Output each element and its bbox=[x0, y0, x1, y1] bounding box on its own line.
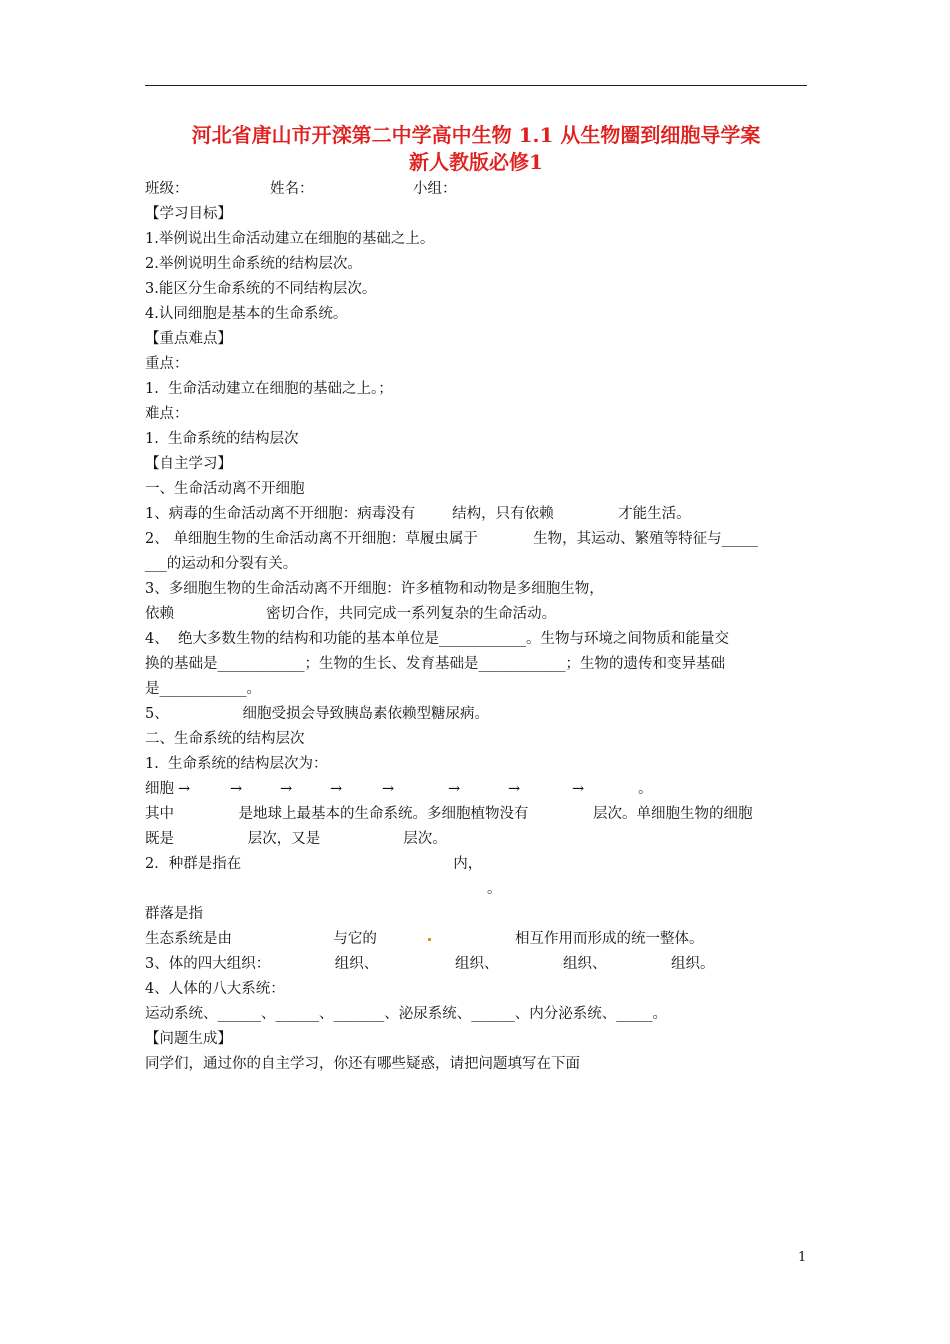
section-1-heading: 一、生命活动离不开细胞 bbox=[145, 481, 305, 497]
key-points-heading: 【重点难点】 bbox=[145, 331, 232, 347]
population-definition: 2．种群是指在 内， bbox=[145, 856, 483, 872]
difficult-label: 难点： bbox=[145, 406, 189, 422]
group-label: 小组： bbox=[413, 181, 457, 197]
community-definition: 群落是指 bbox=[145, 906, 203, 922]
population-end: 。 bbox=[487, 881, 502, 897]
question-3-line-1: 3、多细胞生物的生命活动离不开细胞：许多植物和动物是多细胞生物， bbox=[145, 581, 604, 597]
objective-item: 1.举例说出生命活动建立在细胞的基础之上。 bbox=[145, 231, 435, 247]
header-rule bbox=[145, 85, 807, 86]
systems-list: 运动系统、______、______、_______、泌尿系统、______、内分泌系统、_____。 bbox=[145, 1006, 667, 1022]
arrow-icon: → bbox=[572, 781, 585, 797]
arrow-icon: → bbox=[508, 781, 521, 797]
question-gen-text: 同学们，通过你的自主学习，你还有哪些疑惑，请把问题填写在下面 bbox=[145, 1056, 580, 1072]
arrow-icon: → bbox=[230, 781, 243, 797]
arrow-icon: → bbox=[382, 781, 395, 797]
arrow-icon: → bbox=[330, 781, 343, 797]
hierarchy-line-a: 其中 是地球上最基本的生命系统。多细胞植物没有 层次。单细胞生物的细胞 bbox=[145, 806, 753, 822]
arrow-icon: → bbox=[280, 781, 293, 797]
key-item: 1. 生命活动建立在细胞的基础之上。； bbox=[145, 381, 393, 397]
systems-label: 4、人体的八大系统： bbox=[145, 981, 285, 997]
arrow-icon: → bbox=[178, 781, 191, 797]
question-4-line-2: 换的基础是____________；生物的生长、发育基础是____________；生物的遗传和变异基础 bbox=[145, 656, 725, 672]
question-4-line-3: 是____________。 bbox=[145, 681, 261, 697]
tissues-line-b: 组织、 组织、 组织。 bbox=[455, 956, 715, 972]
ecosystem-definition-a: 生态系统是由 与它的 bbox=[145, 931, 377, 947]
title-line-2: 新人教版必修1 bbox=[409, 150, 543, 174]
page-number: 1 bbox=[798, 1250, 807, 1265]
hierarchy-heading: 1. 生命系统的结构层次为： bbox=[145, 756, 328, 772]
question-2-line-1: 2、 单细胞生物的生命活动离不开细胞：草履虫属于 生物，其运动、繁殖等特征与_____ bbox=[145, 531, 758, 547]
question-4-line-1: 4、 绝大多数生物的结构和功能的基本单位是____________。生物与环境之间物质和能量交 bbox=[145, 631, 729, 647]
title-line-1: 河北省唐山市开滦第二中学高中生物 1.1 从生物圈到细胞导学案 bbox=[191, 123, 761, 147]
question-2-line-2: ___的运动和分裂有关。 bbox=[145, 556, 298, 572]
name-label: 姓名： bbox=[270, 181, 314, 197]
question-gen-heading: 【问题生成】 bbox=[145, 1031, 232, 1047]
document-title bbox=[145, 122, 807, 176]
stray-mark bbox=[428, 938, 431, 941]
hierarchy-line-b: 既是 层次，又是 层次。 bbox=[145, 831, 447, 847]
tissues-line-a: 3、体的四大组织： 组织、 bbox=[145, 956, 379, 972]
chain-end: 。 bbox=[638, 781, 653, 797]
key-label: 重点： bbox=[145, 356, 189, 372]
question-1: 1、病毒的生命活动离不开细胞：病毒没有 结构，只有依赖 才能生活。 bbox=[145, 506, 691, 522]
chain-start: 细胞 bbox=[145, 781, 174, 797]
arrow-icon: → bbox=[448, 781, 461, 797]
ecosystem-definition-b: 相互作用而形成的统一整体。 bbox=[515, 931, 704, 947]
objectives-heading: 【学习目标】 bbox=[145, 206, 232, 222]
objective-item: 2.举例说明生命系统的结构层次。 bbox=[145, 256, 362, 272]
class-label: 班级： bbox=[145, 181, 189, 197]
difficult-item: 1. 生命系统的结构层次 bbox=[145, 431, 299, 447]
objective-item: 3.能区分生命系统的不同结构层次。 bbox=[145, 281, 377, 297]
question-3-line-2: 依赖 密切合作，共同完成一系列复杂的生命活动。 bbox=[145, 606, 557, 622]
objective-item: 4.认同细胞是基本的生命系统。 bbox=[145, 306, 348, 322]
self-study-heading: 【自主学习】 bbox=[145, 456, 232, 472]
question-5: 5、 细胞受损会导致胰岛素依赖型糖尿病。 bbox=[145, 706, 489, 722]
section-2-heading: 二、生命系统的结构层次 bbox=[145, 731, 305, 747]
